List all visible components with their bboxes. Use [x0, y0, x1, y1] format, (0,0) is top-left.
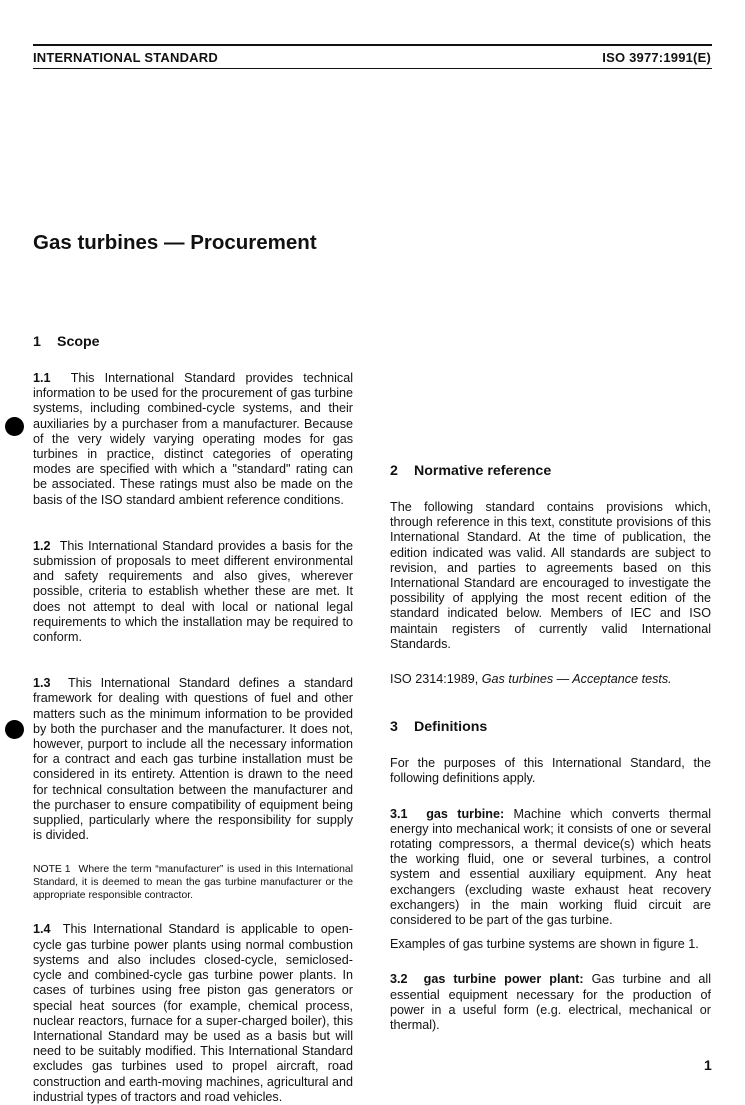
clause-1-3 — [33, 676, 353, 843]
definition-term: gas turbine: — [426, 806, 505, 821]
clause-1-1 — [33, 371, 353, 508]
clause-number: 1.1 — [33, 371, 51, 385]
section-heading-definitions: 3 Definitions — [390, 719, 488, 736]
reference-id: ISO 2314:1989, — [390, 672, 479, 687]
right-column — [390, 330, 711, 1033]
clause-text: This International Standard is applicable to open-cycle gas turbine power plants using normal combustion systems and also includes closed-cycle, semiclosed-cycle and combined-cycle gas turbine power plants. In cases of turbines using free piston gas generators or special heat sources (for example, chemical process, nuclear reactors, furnace for a super-charged boiler), this International Standard may be used as a basis but will need to be suitably modified. This International Standard excludes gas turbines used to propel aircraft, road construction and earth-moving machines, agricultural and industrial types of tractors and road vehicles. — [33, 922, 353, 1104]
section-heading-scope: 1 Scope — [33, 334, 100, 350]
clause-number: 1.3 — [33, 676, 51, 691]
clause-number: 1.2 — [33, 538, 51, 553]
definition-3-1 — [390, 807, 711, 929]
header-top-rule — [33, 44, 712, 46]
page-number: 1 — [704, 1057, 712, 1073]
header-bottom-rule — [33, 68, 712, 69]
clause-text: This International Standard defines a standard framework for dealing with questions of fuel and other matters such as the minimum information to be provided by both the purchaser and the manufacturer. It does not, however, purport to include all the necessary information for a contract and each gas turbine installation must be considered in its entirety. Attention is drawn to the need for technical consultation between the manufacturer and the purchaser to ensure compatibility of equipment being supplied, particularly where the responsibility for supply is divided. — [33, 676, 353, 843]
clause-1-2 — [33, 539, 353, 645]
definition-number: 3.1 — [390, 806, 408, 821]
document-title: Gas turbines — Procurement — [33, 231, 317, 254]
definition-text: Machine which converts thermal energy into mechanical work; it consists of one or several rotating compressors, a thermal device(s) which heats the working fluid, one or several turbines, a control system and essential auxiliary equipment. Any heat exchangers (excluding waste exhaust heat recovery exchangers) in the main working fluid circuit are considered to be part of the gas turbine. — [390, 806, 711, 928]
normative-reference-text: The following standard contains provisions which, through reference in this text, constitute provisions of this International Standard. At the time of publication, the edition indicated was valid. All standards are subject to revision, and parties to agreements based on this International Standard are encouraged to investigate the possibility of applying the most recent edition of the standard indicated below. Members of IEC and ISO maintain registers of currently valid International Standards. — [390, 500, 711, 651]
revision-bullet-icon — [5, 720, 24, 739]
clause-text: This International Standard provides technical information to be used for the procurement of gas turbine systems, including combined-cycle systems, and their auxiliaries by a purchaser from a manufacturer. Because of the very widely varying operating modes for gas turbines in practice, distinct categories of operating modes are specified with which a "standard" rating can be associated. These ratings must also be made on the basis of the ISO standard ambient reference conditions. — [33, 371, 353, 507]
note-label: NOTE 1 — [33, 864, 71, 876]
revision-bullet-icon — [5, 417, 24, 436]
clause-1-4 — [33, 922, 353, 1104]
left-column — [33, 333, 353, 1105]
definition-3-2 — [390, 972, 711, 1033]
definition-term: gas turbine power plant: — [423, 972, 584, 987]
definition-number: 3.2 — [390, 972, 408, 987]
clause-number: 1.4 — [33, 922, 51, 937]
note-text: Where the term “manufacturer” is used in this International Standard, it is deemed to mean the gas turbine manufacturer or the appropriate responsible contractor. — [33, 864, 353, 902]
figure-reference: Examples of gas turbine systems are shown in figure 1. — [390, 937, 699, 952]
definition-text: Gas turbine and all essential equipment necessary for the production of power in a useful form (e.g. electrical, mechanical or thermal). — [390, 972, 712, 1033]
continuation-spacer — [390, 330, 711, 442]
running-header — [33, 50, 711, 70]
reference-title: Gas turbines — Acceptance tests. — [481, 672, 672, 687]
header-document-id: ISO 3977:1991(E) — [602, 50, 711, 65]
definitions-intro: For the purposes of this International Standard, the following definitions apply. — [390, 756, 711, 786]
normative-reference-item — [390, 672, 711, 687]
note-1 — [33, 863, 353, 902]
section-heading-normative-reference: 2 Normative reference — [390, 463, 552, 479]
header-standard-type: INTERNATIONAL STANDARD — [33, 50, 218, 65]
clause-text: This International Standard provides a basis for the submission of proposals to meet different environmental and safety requirements and also gives, wherever possible, criteria to establish whether these are met. It does not attempt to deal with local or national legal requirements to which the installation may be required to conform. — [33, 538, 353, 645]
